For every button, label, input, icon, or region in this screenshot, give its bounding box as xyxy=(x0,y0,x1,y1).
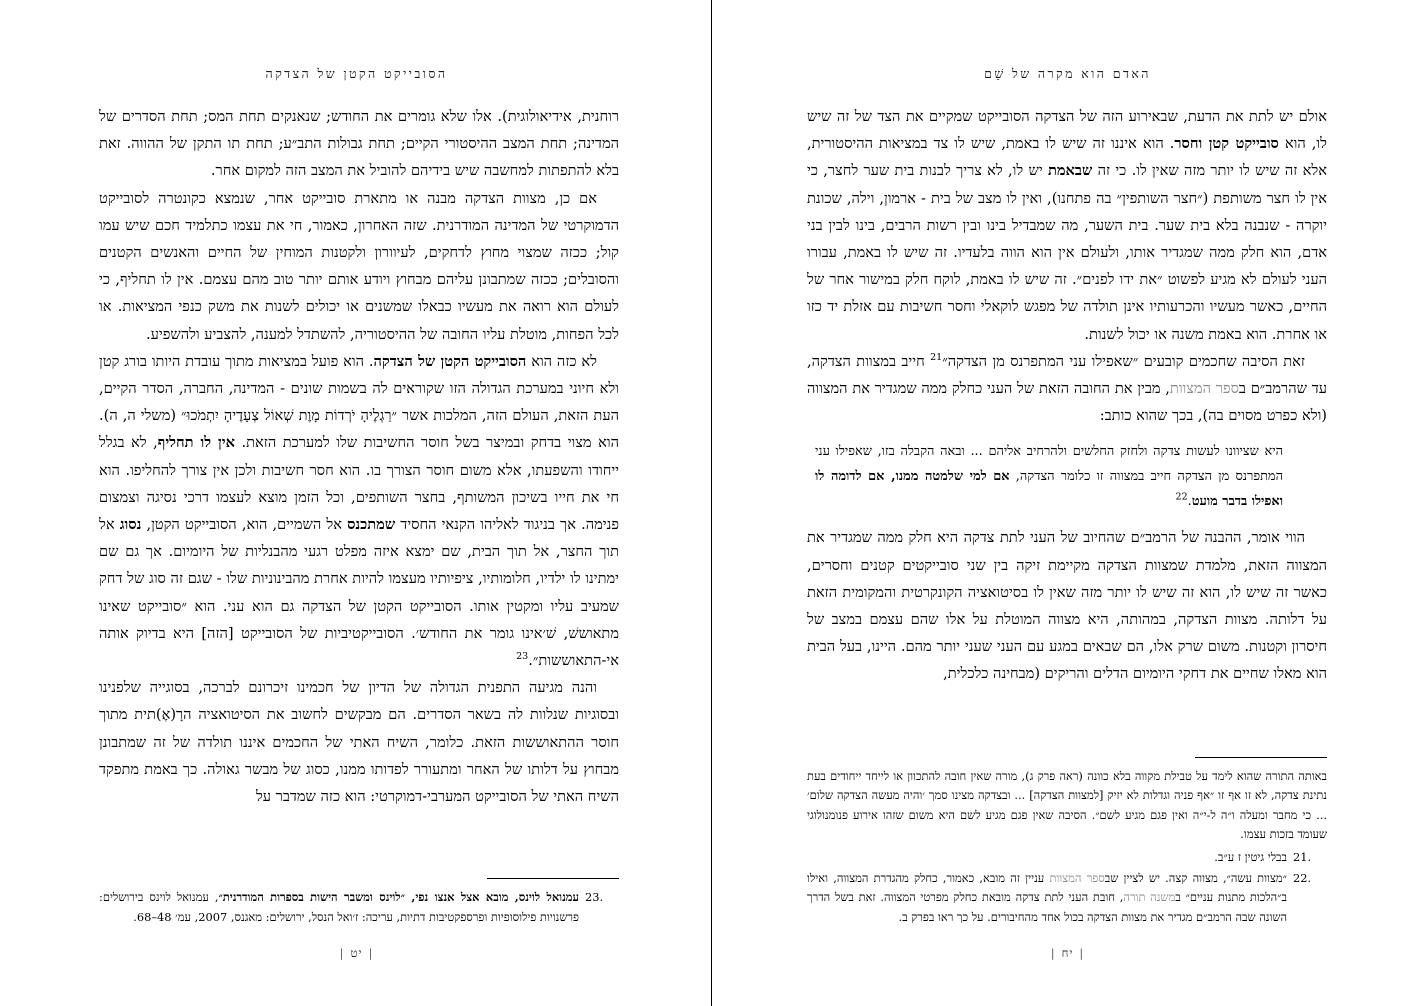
right-footnote-run: באותה התורה שהוא לימד על טבילת מקווה בלא כוונה (ראה פרק ג), מורה שאין חובה להתכוון או לייחד ייחודים בעת נתינת צדקה, לא זו אף זו ״אף פניה וגדלות לא יזיק [למצוות הצדקה] ... ובצדקה מצינו סמך ׳והיה מעשה הצדקה שלום׳ ... כי מחבר ומעלה ו״ה ל-י״ה ואין פגם מגיע לשם״. הסיבה שאין פגם מגיע לשם היא משום שזהו אירוע פנומנולוגי שעומד בזכות עצמו. xyxy=(807,768,1327,841)
folio-bar-start: | xyxy=(368,946,374,960)
quote-run: . xyxy=(1187,494,1192,510)
left-body-paragraph xyxy=(99,674,619,810)
footnote-number: 22. xyxy=(1293,870,1312,885)
left-body-run: רוחנית, אידיאולוגית). אלו שלא גומרים את החודש; שנאנקים תחת המס; תחת הסדרים של המדינה; תחת המצב ההיסטורי הקיים; תחת גבולות התב״ע; תחת תו התקן של ההווה. זאת בלא להתפתות למחשבה שיש בידיהם להוביל את המצב הזה למקום אחר. xyxy=(99,108,619,180)
right-footnote-title-run: משנה תורה xyxy=(1123,890,1176,905)
left-body-run: והנה מגיעה התפנית הגדולה של הדיון של חכמינו זיכרונם לברכה, בסוגייה שלפנינו ובסוגיות שנלוות לה בשאר הסדרים. הם מבקשים לחשוב את הסיטואציה הרָ(אֶ)תית מתוך חוסר ההתאוששות הזאת. כלומר, השיח האתי של החכמים איננו תולדה של זה שמתבונן מבחוץ על דלותו של האחר ומתעורר לפדותו ממנו, כסוג של מבשר גאולה. כך באמת מתפקד השיח האתי של הסובייקט המערבי-דמוקרטי: הוא כזה שמדבר על xyxy=(99,679,619,806)
left-footnote-run: , עמנואל לוינס בירושלים: פרשנויות פילוסופיות ופרספקטיבות דתיות, עריכה: ז׳ואל הנסל, ירושלים: מאגנס, 2007, עמ׳ 48–68. xyxy=(99,890,579,924)
right-body-paragraph xyxy=(807,348,1327,430)
right-body-run: , מבין את החובה הזאת של העני כחלק ממה שמגדיר את המצווה (ולא כפרט מסוים בה), בכך שהוא כותב: xyxy=(807,380,1327,425)
right-footnote-run: בבלי גיטין ז ע״ב. xyxy=(1214,850,1287,865)
running-head-left: הסובייקט הקטן של הצדקה xyxy=(265,66,448,81)
left-footnote-bold-run: עמנואל לוינס, מובא אצל אנצו נפי, ״לוינס ומשבר הישות בספרות המודרנית״ xyxy=(218,890,579,905)
left-body-bold-run: אין לו תחליף xyxy=(157,434,235,452)
page-left xyxy=(1,0,712,1006)
right-body-run: יש לו, לא צריך לבנות בית שער לחצר, כי אין לו חצר משותפת (״חצר השותפין״ בה פתחנו), ואין לו מצב של בית - ארמון, וילה, שכונת יוקרה - שנבנה בלא בית שער. בית השער, מה שמבדיל בינו ובין רשות הרבים, בינו לבין בני אדם, הוא חלק ממה שמגדיר אותו, ולעולם אין הוא הווה בלעדיו. זה שיש לו באמת, עבורו העני לעולם לא מגיע לפשוט ״את ידו לפנים״. זה שיש לו באמת, לוקח חלק במישור אחר של החיים, כאשר מעשיו והכרעותיו אינן תולדה של מפגש לוקאלי וחסר חשיבות עם אזלת יד כזו או אחרת. הוא באמת משנה או יכול לשנות. xyxy=(807,162,1327,343)
footnote-item xyxy=(807,848,1327,867)
right-body-paragraph xyxy=(807,524,1327,687)
right-footnote-title-run: ספר המצוות xyxy=(1049,870,1105,885)
left-body-paragraph xyxy=(99,348,619,674)
right-body-run: הווי אומר, ההבנה של הרמב״ם שהחיוב של העני לתת צדקה היא חלק ממה שמגדיר את המצווה הזאת, מלמדת שמצוות הצדקה מקיימת זיקה בין שני סובייקטים קטנים וחסרים, כאשר זה שיש לו, הוא זה שיש לו יותר מזה שאין לו בסיטואציה הקונקרטית והמקומית הזאת על דלותה. מצוות הצדקה, במהותה, היא מצווה המוטלת על אלו שהם עצמם במצב של חיסרון וקטנות. משום שרק אלו, הם שבאים במגע עם העני שעני יותר מהם. היינו, בעל הבית הוא מאלו שחיים את דחקי היומיום הדלים והריקים (מבחינה כלכלית, xyxy=(807,529,1327,683)
folio-left xyxy=(1,946,712,960)
right-body-title-run: ספר המצוות xyxy=(1169,380,1239,398)
footnote-item xyxy=(99,888,619,927)
folio-bar-end: | xyxy=(1050,946,1056,960)
footnote-number: 23. xyxy=(585,890,604,905)
right-body-run: חייב במצוות הצדקה, עד שהרמב״ם ב xyxy=(807,352,1327,398)
folio-bar-start: | xyxy=(1079,946,1085,960)
left-body-run: . הוא פועל במציאות מתוך עובדת היותו בורג קטן ולא חיוני במערכת הגדולה הזו שקוראים לה בשמות שונים - המדינה, החברה, הסדר הקיים, העת הזאת, העולם הזה, המלכות אשר xyxy=(99,352,619,425)
left-body-run: אל השמיים, הוא, הסובייקט הקטן, xyxy=(141,516,348,534)
left-body-run: , לא בגלל ייחודו והשפעתו, אלא משום חוסר הצורך בו. הוא חסר חשיבות ולכן אין צורך להחליפו. הוא חי את חייו בשיכון המשותף, בחצר השותפים, וכל הזמן מוצא לעצמו דרכי נסיגה וצמצום פנימה. אך בניגוד לאליהו הקנאי החסיד xyxy=(99,434,620,534)
page-right-body xyxy=(712,0,1423,1006)
footnote-reference-22[interactable]: 22 xyxy=(1175,492,1188,504)
folio-number-right: יח xyxy=(1061,946,1074,960)
footnote-item xyxy=(807,869,1327,927)
page-left-body xyxy=(1,0,712,1006)
right-body-bold-run: סובייקט קטן וחסר xyxy=(1174,135,1279,153)
right-body-run: . הוא איננו זה שיש לו באמת, שיש לו צד במציאות ההיסטורית, אלא זה שיש לו יותר מזה שאין לו. כי זה xyxy=(807,135,1328,180)
footnote-separator-rule xyxy=(1195,757,1327,758)
footnote-separator-rule xyxy=(487,878,619,879)
left-footnote-rule-wrap xyxy=(99,878,619,888)
left-body-paragraph xyxy=(99,103,619,185)
right-body-run: זאת הסיבה שחכמים קובעים ״שאפילו עני המתפרנס מן הצדקה״ xyxy=(942,352,1306,370)
left-body-run: אם כן, מצוות הצדקה מבנה או מתארת סובייקט אחר, שנמצא כקונטרה לסובייקט הדמוקרטי של המדינה המודרנית. שזה האחרון, כאמור, חי את עצמו כתלמיד חכם שיש עמו קול; ככזה שמצוי מחוץ לדחקים, לעיוורון ולקטנות המוחין של החיים והאנשים הקטנים והסובלים; ככזה שמתבונן עליהם מבחוץ ויודע אותם יותר טוב מהם עצמם. אין לו תחליף, כי לעולם הוא רואה את מעשיו כבאלו שמשנים או יכולים לשנות את משק כנפי המציאות. או לכל הפחות, מוטלת עליו החובה של ההיסטוריה, להשתדל למענה, להצביע ולהשפיע. xyxy=(99,189,619,343)
left-body-bold-run: הסובייקט הקטן של הצדקה xyxy=(373,352,527,370)
folio-number-left: יט xyxy=(350,946,363,960)
left-body-run: ״רַגְלֶיהָ יֹרְדוֹת מָוֶת שְׁאוֹל צְעָדֶיהָ יִתְמֹכוּ״ xyxy=(181,407,398,425)
footnote-reference-23[interactable]: 23 xyxy=(516,651,529,663)
folio-right xyxy=(712,946,1423,960)
folio-bar-end: | xyxy=(339,946,345,960)
right-footnote-run: , חובת העני לתת צדקה מובאת כחלק מפרטי המצווה. זאת בשל הדרך השונה שבה הרמב״ם מגדיר את מצוות הצדקה בכול אחד מהחיבורים. על כך ראו בפרק ב. xyxy=(807,890,1287,924)
quote-run: היא שציוונו לעשות צדקה ולחזק החלשים ולהרחיב אליהם ... ובאה הקבלה בזו, שאפילו עני המתפרנס מן הצדקה חייב במצווה זו כלומר הצדקה, xyxy=(815,444,1283,485)
left-body-bold-run: נסוג xyxy=(119,516,142,534)
right-footnote-run: ״מצוות עשה״, מצווה קצה. יש לציין שב xyxy=(1104,870,1287,885)
right-footnote-run: עניין זה מובא, כאמור, כחלק מהגדרת המצווה, ואילו ב״הלכות מתנות עניים״ ב xyxy=(807,870,1287,905)
running-head-right: האדם הוא מקרה של שֵׁם xyxy=(984,66,1151,81)
footnote-text xyxy=(807,869,1287,927)
right-body-paragraph xyxy=(807,103,1327,348)
right-page-text-column xyxy=(807,103,1327,688)
left-body-run: לא כזה הוא xyxy=(526,352,597,370)
page-right xyxy=(712,0,1423,1006)
footnote-text xyxy=(807,848,1287,867)
left-body-paragraph xyxy=(99,185,619,348)
footnote-reference-21[interactable]: 21 xyxy=(930,351,943,363)
left-page-text-column xyxy=(99,103,619,810)
right-page-footnotes xyxy=(807,757,1327,928)
page-gutter-divider xyxy=(711,0,712,1006)
right-footnote-continuation xyxy=(807,767,1327,845)
footnote-number: 21. xyxy=(1293,850,1312,865)
quote-bold-run: אם למי שלמטה ממנו, אם לדומה לו ואפילו בדבר מועט xyxy=(815,469,1283,510)
footnote-text xyxy=(99,888,579,927)
left-body-run: אל תוך החצר, אל תוך הבית, שם ימצא איזה מפלט רגעי מהבנליות של היומיום. אך גם שם ימתינו לו ילדיו, חלומותיו, ציפיותיו מעצמו להיות אחרת מהבינוניות שלו - שגם זה סוג של דחק שמעיב עליו ומקטין אותו. הסובייקט הקטן של הצדקה גם הוא עני. הוא ״סובייקט שאינו מתאוששׁ, שׁ׳אינו גומר את החודש׳. הסובייקטיביות של הסובייקט [הזה] היא בדיוק אותה אי-התאוששות״. xyxy=(99,516,619,670)
block-quotation xyxy=(807,439,1327,514)
left-body-run: (משלי ה, ה). הוא מצוי בדחק ובמיצר בשל חוסר החשיבות שלו למערכת הזאת. xyxy=(99,407,619,452)
right-body-run: אולם יש לתת את הדעת, שבאירוע הזה של הצדקה הסובייקט שמקיים את הצד של זה שיש לו, הוא xyxy=(807,108,1327,153)
right-footnote-rule-wrap xyxy=(807,757,1327,767)
right-body-bold-run: שבאמת xyxy=(1047,162,1093,180)
left-body-bold-run: שמתכנס xyxy=(347,516,396,534)
block-quotation-text xyxy=(815,439,1283,514)
left-page-footnotes xyxy=(99,878,619,928)
